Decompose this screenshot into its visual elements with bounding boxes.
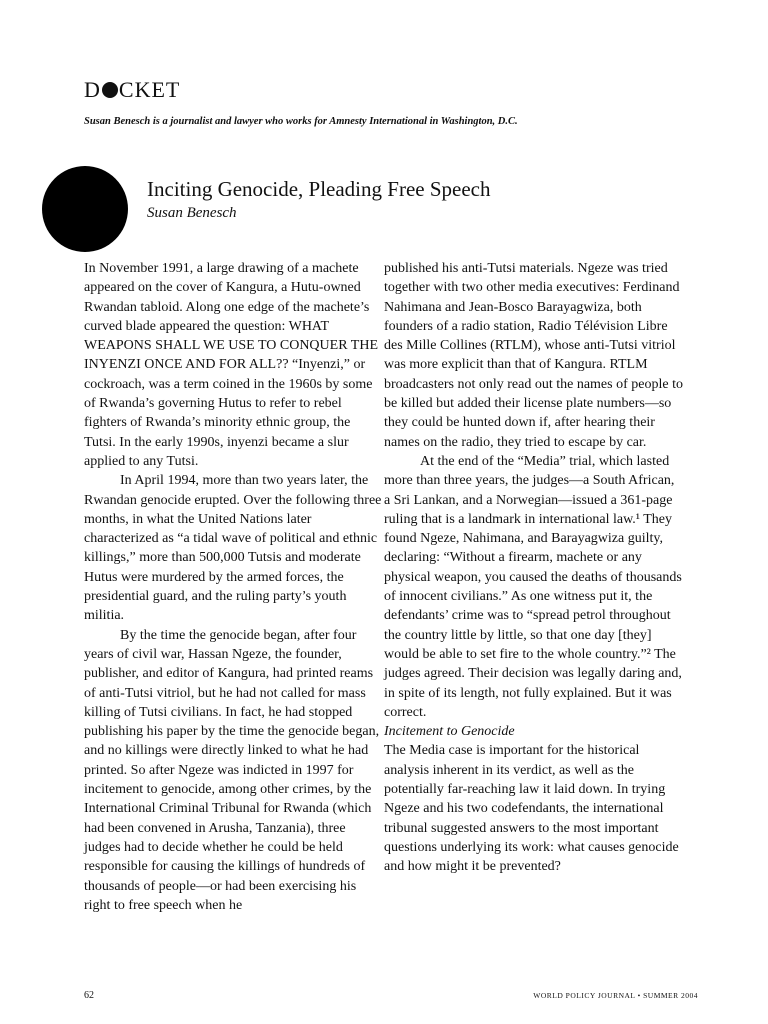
article-title: Inciting Genocide, Pleading Free Speech	[147, 177, 491, 201]
docket-prefix: D	[84, 77, 101, 102]
paragraph: In April 1994, more than two years later, the Rwandan genocide erupted. Over the following three months, in what the United Nations later characterized as “a tidal wave of political and ethnic killings,” more than 500,000 Tutsis and moderate Hutus were murdered by the armed forces, the presidential guard, and the ruling party’s youth militia.	[84, 473, 382, 624]
author-bio: Susan Benesch is a journalist and lawyer who works for Amnesty International in Washington, D.C.	[84, 116, 518, 127]
paragraph: In November 1991, a large drawing of a machete appeared on the cover of Kangura, a Hutu-owned Rwandan tabloid. Along one edge of the machete’s curved blade appeared the question: WHAT WEAPONS SHALL WE USE TO CONQUER THE INYENZI ONCE AND FOR ALL?? “Inyenzi,” or cockroach, was a term coined in the 1960s by some of Rwanda’s governing Hutus to refer to rebel fighters of Rwanda’s minority ethnic group, the Tutsi. In the early 1990s, inyenzi became a slur applied to any Tutsi.	[84, 261, 379, 469]
paragraph: By the time the genocide began, after four years of civil war, Hassan Ngeze, the founder, publisher, and editor of Kangura, had printed reams of anti-Tutsi vitriol, but he had not called for mass killing of Tutsi civilians. In fact, he had stopped publishing his paper by the time the genocide began, and no killings were directly linked to what he had printed. So after Ngeze was indicted in 1997 for incitement to genocide, among other crimes, by the International Criminal Tribunal for Rwanda (which had been convened in Arusha, Tanzania), three judges had to decide whether he could be held responsible for causing the killings of hundreds of thousands of people—or had been exercising his right to free speech when he	[84, 627, 380, 913]
article-author: Susan Benesch	[147, 205, 237, 221]
subheading: Incitement to Genocide	[384, 724, 515, 740]
text-column-right	[384, 259, 684, 877]
paragraph: published his anti-Tutsi materials. Ngeze was tried together with two other media executives: Ferdinand Nahimana and Jean-Bosco Barayagwiza, both founders of a radio station, Radio Télévision Libre des Mille Collines (RTLM), whose anti-Tutsi vitriol was more explicit than that of Kangura. RTLM broadcasters not only read out the names of people to be killed but added their license plate numbers—so they could be hunted down if, after hearing their names on the radio, they tried to escape by car.	[384, 261, 683, 450]
article-marker-icon	[42, 166, 128, 252]
running-footer: WORLD POLICY JOURNAL • SUMMER 2004	[533, 991, 698, 1000]
page-number: 62	[84, 990, 94, 1001]
docket-suffix: CKET	[118, 77, 181, 102]
paragraph: The Media case is important for the historical analysis inherent in its verdict, as well as the potentially far-reaching law it laid down. In trying Ngeze and his two codefendants, the international tribunal suggested answers to the most important questions underlying its work: what causes genocide and how might it be prevented?	[384, 743, 679, 875]
docket-dot-icon	[102, 82, 118, 98]
section-heading-docket	[84, 78, 180, 102]
paragraph: At the end of the “Media” trial, which lasted more than three years, the judges—a South African, a Sri Lankan, and a Norwegian—issued a 361-page ruling that is a landmark in international law.¹ They found Ngeze, Nahimana, and Barayagwiza guilty, declaring: “Without a firearm, machete or any physical weapon, you caused the deaths of thousands of innocent civilians.” As one witness put it, the defendants’ crime was to “spread petrol throughout the country little by little, so that one day [they] would be able to set fire to the whole country.”² The judges agreed. Their decision was legally daring and, in spite of its length, not fully explained. But it was correct.	[384, 453, 682, 720]
text-column-left	[84, 259, 384, 915]
